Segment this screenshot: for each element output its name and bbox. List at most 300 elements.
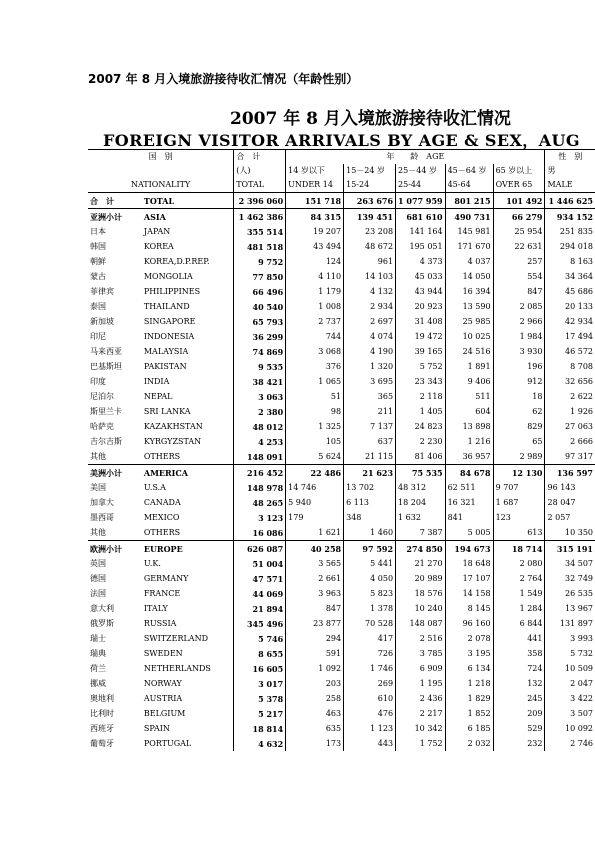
cell-male: 13 967 — [545, 601, 595, 616]
header-row-2 — [88, 164, 595, 178]
country-name-cn: 瑞典 — [90, 648, 106, 658]
header-spacer — [88, 164, 234, 178]
nationality-header-en: NATIONALITY — [88, 178, 234, 193]
cell-total: 48 012 — [234, 419, 286, 434]
cell-a15: 726 — [344, 646, 396, 661]
cell-a25: 1 632 — [396, 510, 446, 525]
country-name-cn: 哈萨克 — [90, 421, 114, 431]
cell-a45: 36 957 — [445, 449, 493, 465]
cell-male: 34 364 — [545, 269, 595, 284]
table-row — [88, 676, 595, 691]
country-name-cn: 泰国 — [90, 301, 106, 311]
cell-male: 45 686 — [545, 284, 595, 299]
cell-o65: 62 — [493, 404, 545, 419]
page-heading: 2007 年 8 月入境旅游接待收汇情况（年龄性别） — [88, 72, 359, 86]
cell-male: 97 317 — [545, 449, 595, 465]
cell-a25: 7 387 — [396, 525, 446, 541]
cell-total: 2 380 — [234, 404, 286, 419]
cell-total: 3 063 — [234, 389, 286, 404]
cell-o65: 847 — [493, 284, 545, 299]
age-col-cn-3: 45－64 岁 — [445, 164, 493, 178]
country-name-en: AMERICA — [142, 465, 234, 481]
cell-o65: 1 549 — [493, 586, 545, 601]
table-row — [88, 449, 595, 465]
cell-o65: 829 — [493, 419, 545, 434]
table-row — [88, 721, 595, 736]
cell-a25: 141 164 — [396, 224, 446, 239]
cell-male: 28 047 — [545, 495, 595, 510]
country-name-en: PHILIPPINES — [143, 286, 201, 296]
cell-u14: 14 746 — [286, 480, 344, 495]
cell-male: 2 622 — [545, 389, 595, 404]
table-row — [88, 736, 595, 751]
cell-u14: 1 621 — [286, 525, 344, 541]
cell-o65: 196 — [493, 359, 545, 374]
table-row — [88, 661, 595, 676]
table-row — [88, 209, 595, 225]
country-name-cn: 吉尔吉斯 — [90, 436, 122, 446]
table-title-en: FOREIGN VISITOR ARRIVALS BY AGE & SEX，AUG — [103, 131, 580, 150]
cell-male: 8 708 — [545, 359, 595, 374]
cell-o65: 123 — [493, 510, 545, 525]
cell-u14: 3 068 — [286, 344, 344, 359]
cell-o65: 3 930 — [493, 344, 545, 359]
country-name-en: FRANCE — [143, 588, 181, 598]
country-name-cn: 日本 — [90, 226, 106, 236]
country-name-cn: 瑞士 — [90, 633, 106, 643]
cell-a25: 20 989 — [396, 571, 446, 586]
cell-u14: 635 — [286, 721, 344, 736]
cell-u14: 1 325 — [286, 419, 344, 434]
country-name-en: OTHERS — [143, 527, 181, 537]
cell-u14: 3 565 — [286, 556, 344, 571]
country-name-cn: 新加坡 — [90, 316, 114, 326]
cell-u14: 2 661 — [286, 571, 344, 586]
cell-a25: 39 165 — [396, 344, 446, 359]
cell-a45: 8 145 — [445, 601, 493, 616]
cell-a25: 1 077 959 — [396, 193, 446, 209]
age-col-en-4: OVER 65 — [493, 178, 545, 193]
cell-male: 1 446 625 — [545, 193, 595, 209]
cell-a15: 443 — [344, 736, 396, 751]
table-row — [88, 434, 595, 449]
cell-total: 3 123 — [234, 510, 286, 525]
cell-a45: 16 394 — [445, 284, 493, 299]
cell-a45: 6 185 — [445, 721, 493, 736]
country-name-cn: 加拿大 — [90, 497, 114, 507]
cell-a15: 637 — [344, 434, 396, 449]
cell-a25: 6 909 — [396, 661, 446, 676]
cell-male: 42 934 — [545, 314, 595, 329]
cell-a15: 1 320 — [344, 359, 396, 374]
cell-a15: 211 — [344, 404, 396, 419]
cell-male: 934 152 — [545, 209, 595, 225]
country-name-cn: 意大利 — [90, 603, 114, 613]
table-row — [88, 299, 595, 314]
cell-a45: 9 406 — [445, 374, 493, 389]
country-name-en: KOREA,D.P.REP. — [143, 256, 210, 266]
age-col-cn-2: 25－44 岁 — [396, 164, 446, 178]
table-row — [88, 646, 595, 661]
cell-a15: 14 103 — [344, 269, 396, 284]
country-name-en: NEPAL — [143, 391, 173, 401]
cell-total: 8 655 — [234, 646, 286, 661]
cell-o65: 12 130 — [493, 465, 545, 481]
cell-u14: 19 207 — [286, 224, 344, 239]
cell-a25: 75 535 — [396, 465, 446, 481]
cell-a45: 25 985 — [445, 314, 493, 329]
country-name-cn: 俄罗斯 — [90, 618, 114, 628]
table-row — [88, 239, 595, 254]
cell-total: 44 069 — [234, 586, 286, 601]
cell-u14: 40 258 — [286, 541, 344, 557]
cell-total: 74 869 — [234, 344, 286, 359]
cell-a15: 48 672 — [344, 239, 396, 254]
cell-a25: 18 204 — [396, 495, 446, 510]
table-row — [88, 480, 595, 495]
table-row — [88, 556, 595, 571]
country-name-en: EUROPE — [142, 541, 234, 557]
cell-total: 3 017 — [234, 676, 286, 691]
cell-a15: 1 460 — [344, 525, 396, 541]
cell-o65: 18 714 — [493, 541, 545, 557]
cell-a15: 97 592 — [344, 541, 396, 557]
cell-a45: 6 134 — [445, 661, 493, 676]
country-name-cn: 墨西哥 — [90, 512, 114, 522]
cell-u14: 463 — [286, 706, 344, 721]
cell-a15: 4 050 — [344, 571, 396, 586]
cell-a25: 21 270 — [396, 556, 446, 571]
cell-male: 8 163 — [545, 254, 595, 269]
cell-u14: 2 737 — [286, 314, 344, 329]
cell-a15: 269 — [344, 676, 396, 691]
cell-u14: 84 315 — [286, 209, 344, 225]
cell-a45: 801 215 — [445, 193, 493, 209]
cell-a45: 3 195 — [445, 646, 493, 661]
cell-u14: 98 — [286, 404, 344, 419]
cell-o65: 441 — [493, 631, 545, 646]
table-row — [88, 465, 595, 481]
cell-male: 20 133 — [545, 299, 595, 314]
cell-u14: 1 065 — [286, 374, 344, 389]
cell-total: 5 217 — [234, 706, 286, 721]
cell-u14: 105 — [286, 434, 344, 449]
cell-o65: 101 492 — [493, 193, 545, 209]
cell-male: 10 509 — [545, 661, 595, 676]
cell-a25: 20 923 — [396, 299, 446, 314]
country-name-en: U.S.A — [143, 482, 166, 492]
cell-total: 36 299 — [234, 329, 286, 344]
cell-u14: 294 — [286, 631, 344, 646]
cell-a15: 6 113 — [344, 495, 396, 510]
country-name-en: INDONESIA — [143, 331, 195, 341]
table-header — [88, 150, 595, 193]
country-name-en: PORTUGAL — [143, 738, 192, 748]
header-row-1 — [88, 150, 595, 165]
cell-a45: 10 025 — [445, 329, 493, 344]
cell-o65: 724 — [493, 661, 545, 676]
cell-a15: 1 746 — [344, 661, 396, 676]
country-name-cn: 菲律宾 — [90, 286, 114, 296]
cell-a15: 4 190 — [344, 344, 396, 359]
table-row — [88, 601, 595, 616]
cell-a45: 62 511 — [445, 480, 493, 495]
table-row — [88, 495, 595, 510]
cell-u14: 376 — [286, 359, 344, 374]
country-name-cn: 英国 — [90, 558, 106, 568]
cell-male: 3 507 — [545, 706, 595, 721]
cell-male: 2 047 — [545, 676, 595, 691]
cell-o65: 18 — [493, 389, 545, 404]
table-row — [88, 389, 595, 404]
cell-male: 251 835 — [545, 224, 595, 239]
cell-u14: 22 486 — [286, 465, 344, 481]
age-col-en-0: UNDER 14 — [286, 178, 344, 193]
country-name-cn: 合 计 — [88, 193, 142, 209]
country-name-cn: 印尼 — [90, 331, 106, 341]
country-name-cn: 朝鲜 — [90, 256, 106, 266]
country-name-cn: 西班牙 — [90, 723, 114, 733]
cell-a45: 1 852 — [445, 706, 493, 721]
cell-a45: 1 829 — [445, 691, 493, 706]
country-name-en: RUSSIA — [143, 618, 177, 628]
cell-a25: 2 436 — [396, 691, 446, 706]
cell-a15: 348 — [344, 510, 396, 525]
country-name-en: CANADA — [143, 497, 181, 507]
cell-u14: 3 963 — [286, 586, 344, 601]
cell-u14: 179 — [286, 510, 344, 525]
cell-total: 16 605 — [234, 661, 286, 676]
cell-o65: 9 707 — [493, 480, 545, 495]
country-name-cn: 其他 — [90, 451, 106, 461]
cell-a15: 4 074 — [344, 329, 396, 344]
cell-male: 131 897 — [545, 616, 595, 631]
country-name-cn: 奥地利 — [90, 693, 114, 703]
cell-u14: 5 624 — [286, 449, 344, 465]
cell-a15: 4 132 — [344, 284, 396, 299]
cell-a15: 5 441 — [344, 556, 396, 571]
cell-o65: 245 — [493, 691, 545, 706]
cell-a25: 2 118 — [396, 389, 446, 404]
cell-a45: 1 891 — [445, 359, 493, 374]
cell-a15: 417 — [344, 631, 396, 646]
cell-a45: 171 670 — [445, 239, 493, 254]
cell-a25: 1 752 — [396, 736, 446, 751]
cell-a25: 681 610 — [396, 209, 446, 225]
cell-u14: 258 — [286, 691, 344, 706]
table-body — [88, 193, 595, 752]
table-row — [88, 224, 595, 239]
cell-a25: 195 051 — [396, 239, 446, 254]
cell-u14: 1 008 — [286, 299, 344, 314]
total-header-cn: 合 计 — [234, 150, 286, 165]
country-name-en: MEXICO — [143, 512, 180, 522]
cell-total: 2 396 060 — [234, 193, 286, 209]
age-col-en-1: 15-24 — [344, 178, 396, 193]
cell-a25: 2 516 — [396, 631, 446, 646]
cell-total: 66 496 — [234, 284, 286, 299]
cell-o65: 132 — [493, 676, 545, 691]
country-name-en: INDIA — [143, 376, 170, 386]
cell-male: 2 057 — [545, 510, 595, 525]
cell-total: 40 540 — [234, 299, 286, 314]
age-col-en-3: 45-64 — [445, 178, 493, 193]
cell-male: 26 535 — [545, 586, 595, 601]
cell-a15: 610 — [344, 691, 396, 706]
table-row — [88, 269, 595, 284]
visitor-arrivals-table — [88, 149, 595, 751]
cell-total: 345 496 — [234, 616, 286, 631]
cell-total: 9 752 — [234, 254, 286, 269]
cell-total: 21 894 — [234, 601, 286, 616]
cell-a45: 1 216 — [445, 434, 493, 449]
cell-a15: 7 137 — [344, 419, 396, 434]
cell-a25: 43 944 — [396, 284, 446, 299]
cell-total: 216 452 — [234, 465, 286, 481]
country-name-en: PAKISTAN — [143, 361, 187, 371]
cell-a15: 70 528 — [344, 616, 396, 631]
cell-total: 9 535 — [234, 359, 286, 374]
total-header-en: TOTAL — [234, 178, 286, 193]
cell-o65: 232 — [493, 736, 545, 751]
cell-a45: 490 731 — [445, 209, 493, 225]
cell-o65: 2 085 — [493, 299, 545, 314]
cell-male: 3 422 — [545, 691, 595, 706]
cell-a45: 14 158 — [445, 586, 493, 601]
cell-a15: 21 115 — [344, 449, 396, 465]
cell-a25: 31 408 — [396, 314, 446, 329]
cell-a45: 511 — [445, 389, 493, 404]
country-name-en: NETHERLANDS — [143, 663, 211, 673]
cell-a15: 5 823 — [344, 586, 396, 601]
country-name-cn: 德国 — [90, 573, 106, 583]
age-col-en-2: 25-44 — [396, 178, 446, 193]
cell-a25: 81 406 — [396, 449, 446, 465]
cell-total: 5 746 — [234, 631, 286, 646]
cell-a25: 10 342 — [396, 721, 446, 736]
cell-o65: 66 279 — [493, 209, 545, 225]
country-name-cn: 马来西亚 — [90, 346, 122, 356]
cell-a15: 2 934 — [344, 299, 396, 314]
cell-total: 18 814 — [234, 721, 286, 736]
cell-o65: 22 631 — [493, 239, 545, 254]
country-name-en: KYRGYZSTAN — [143, 436, 202, 446]
male-header-en: MALE — [545, 178, 595, 193]
table-row — [88, 419, 595, 434]
cell-total: 38 421 — [234, 374, 286, 389]
country-name-en: MONGOLIA — [143, 271, 193, 281]
cell-male: 27 063 — [545, 419, 595, 434]
country-name-cn: 美洲小计 — [88, 465, 142, 481]
country-name-en: THAILAND — [143, 301, 190, 311]
cell-a25: 45 033 — [396, 269, 446, 284]
cell-total: 65 793 — [234, 314, 286, 329]
table-row — [88, 329, 595, 344]
cell-u14: 5 940 — [286, 495, 344, 510]
cell-o65: 912 — [493, 374, 545, 389]
cell-o65: 65 — [493, 434, 545, 449]
cell-o65: 25 954 — [493, 224, 545, 239]
cell-u14: 51 — [286, 389, 344, 404]
table-row — [88, 193, 595, 209]
cell-total: 47 571 — [234, 571, 286, 586]
country-name-en: SPAIN — [143, 723, 170, 733]
cell-a45: 841 — [445, 510, 493, 525]
cell-u14: 744 — [286, 329, 344, 344]
cell-male: 32 749 — [545, 571, 595, 586]
cell-u14: 591 — [286, 646, 344, 661]
cell-a15: 139 451 — [344, 209, 396, 225]
cell-a15: 365 — [344, 389, 396, 404]
cell-a45: 2 078 — [445, 631, 493, 646]
cell-a15: 23 208 — [344, 224, 396, 239]
table-row — [88, 284, 595, 299]
cell-a25: 19 472 — [396, 329, 446, 344]
cell-a15: 3 695 — [344, 374, 396, 389]
cell-o65: 358 — [493, 646, 545, 661]
cell-u14: 173 — [286, 736, 344, 751]
cell-u14: 151 718 — [286, 193, 344, 209]
cell-a15: 2 697 — [344, 314, 396, 329]
cell-male: 2 746 — [545, 736, 595, 751]
cell-male: 96 143 — [545, 480, 595, 495]
cell-total: 48 265 — [234, 495, 286, 510]
cell-u14: 847 — [286, 601, 344, 616]
cell-o65: 209 — [493, 706, 545, 721]
country-name-en: U.K. — [143, 558, 161, 568]
table-row — [88, 314, 595, 329]
cell-a25: 23 343 — [396, 374, 446, 389]
table-row — [88, 254, 595, 269]
cell-a25: 18 576 — [396, 586, 446, 601]
country-name-cn: 巴基斯坦 — [90, 361, 122, 371]
cell-a25: 2 217 — [396, 706, 446, 721]
cell-a25: 4 373 — [396, 254, 446, 269]
table-row — [88, 616, 595, 631]
cell-male: 32 656 — [545, 374, 595, 389]
cell-total: 5 378 — [234, 691, 286, 706]
cell-total: 355 514 — [234, 224, 286, 239]
cell-male: 294 018 — [545, 239, 595, 254]
cell-o65: 529 — [493, 721, 545, 736]
cell-male: 46 572 — [545, 344, 595, 359]
cell-a15: 21 623 — [344, 465, 396, 481]
country-name-en: JAPAN — [143, 226, 171, 236]
country-name-cn: 欧洲小计 — [88, 541, 142, 557]
country-name-cn: 尼泊尔 — [90, 391, 114, 401]
cell-total: 51 004 — [234, 556, 286, 571]
table-row — [88, 541, 595, 557]
cell-male: 34 507 — [545, 556, 595, 571]
table-row — [88, 571, 595, 586]
total-unit: (人) — [234, 164, 286, 178]
table-row — [88, 631, 595, 646]
cell-a45: 194 673 — [445, 541, 493, 557]
cell-a45: 604 — [445, 404, 493, 419]
country-name-cn: 比利时 — [90, 708, 114, 718]
country-name-cn: 美国 — [90, 482, 106, 492]
country-name-en: SWITZERLAND — [143, 633, 208, 643]
cell-o65: 613 — [493, 525, 545, 541]
cell-total: 4 632 — [234, 736, 286, 751]
country-name-en: KAZAKHSTAN — [143, 421, 203, 431]
cell-a25: 1 405 — [396, 404, 446, 419]
cell-a15: 476 — [344, 706, 396, 721]
cell-o65: 1 284 — [493, 601, 545, 616]
cell-male: 10 350 — [545, 525, 595, 541]
cell-u14: 203 — [286, 676, 344, 691]
country-name-cn: 亚洲小计 — [88, 209, 142, 225]
